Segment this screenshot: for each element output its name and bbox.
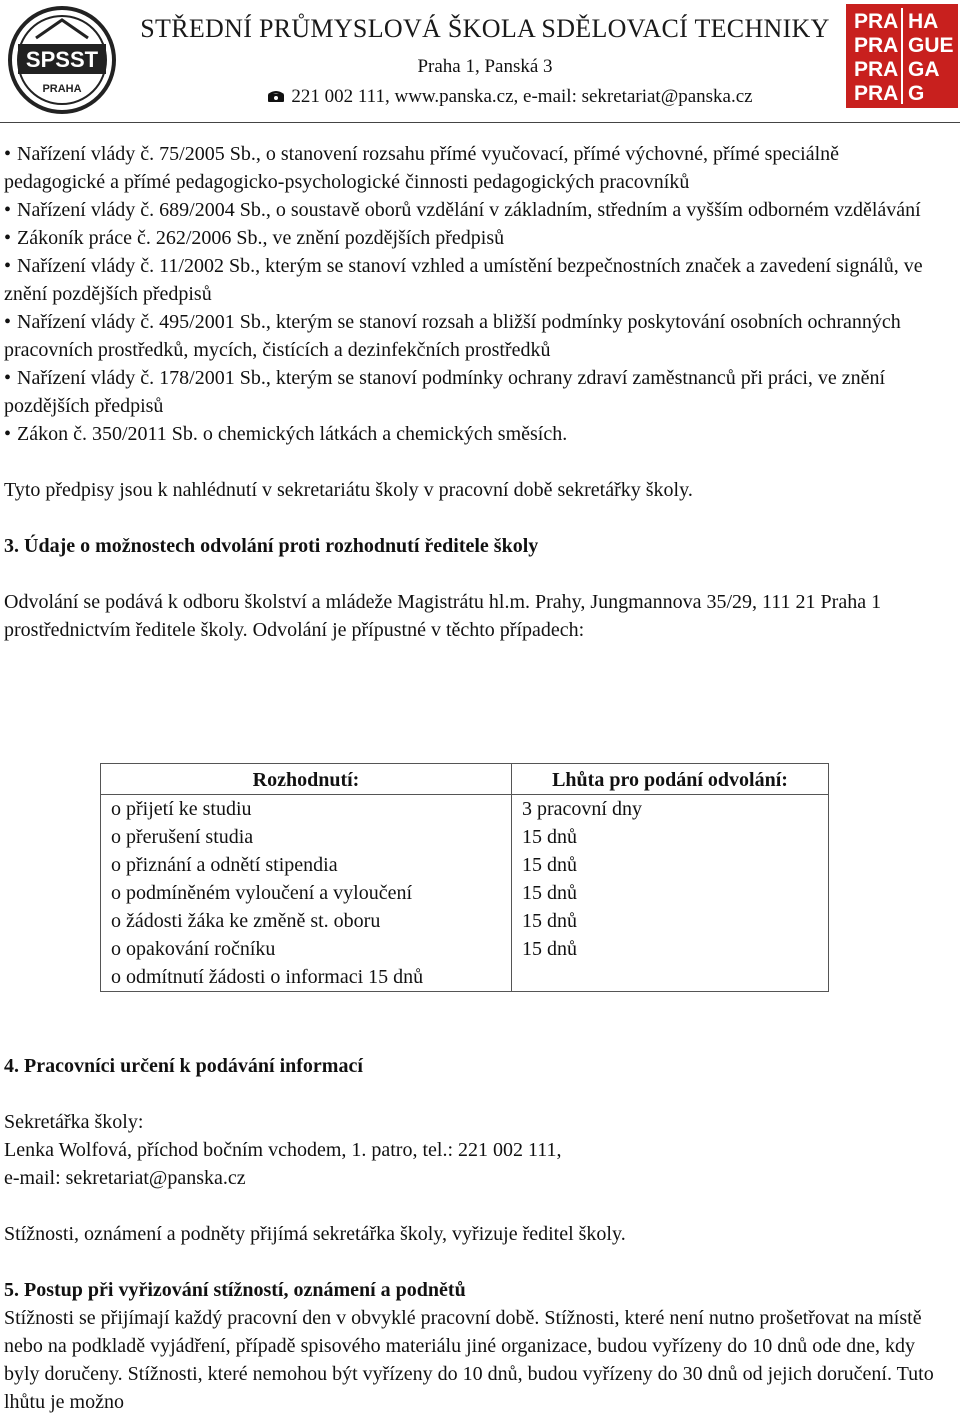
law-item bbox=[4, 140, 944, 196]
table-row bbox=[101, 963, 829, 992]
section-4-heading bbox=[4, 1052, 944, 1080]
table-header: Rozhodnutí: bbox=[101, 764, 512, 795]
section-3-heading bbox=[4, 532, 944, 560]
logo-subtext: PRAHA bbox=[42, 83, 82, 95]
complaints-info: Stížnosti, oznámení a podněty přijímá sekretářka školy, vyřizuje ředitel školy. bbox=[4, 1223, 626, 1245]
law-text: Zákon č. 350/2011 Sb. o chemických látkách a chemických směsích. bbox=[17, 423, 568, 445]
deadline-cell: 15 dnů bbox=[512, 879, 829, 907]
law-text: Nařízení vlády č. 178/2001 Sb., kterým se stanoví podmínky ochrany zdraví zaměstnanců při práci, ve znění pozdějších předpisů bbox=[4, 367, 886, 417]
section-title: Pracovníci určení k podávání informací bbox=[24, 1055, 363, 1077]
decision-cell: o opakování ročníku bbox=[101, 935, 512, 963]
document-body-lower bbox=[4, 1052, 944, 1416]
document-body bbox=[4, 140, 944, 644]
prague-logo-text: PRA bbox=[854, 10, 899, 33]
law-item bbox=[4, 308, 944, 364]
secretary-email: e-mail: sekretariat@panska.cz bbox=[4, 1167, 246, 1189]
section-title: Postup při vyřizování stížností, oznámení a podnětů bbox=[24, 1279, 466, 1301]
decision-cell: o přerušení studia bbox=[101, 823, 512, 851]
prague-logo-text: PRA bbox=[854, 34, 899, 57]
section-title: Údaje o možnostech odvolání proti rozhodnutí ředitele školy bbox=[24, 535, 539, 557]
law-text: Nařízení vlády č. 495/2001 Sb., kterým se stanoví rozsah a bližší podmínky poskytování osobních ochranných pracovních prostředků, mycích, čistících a dezinfekčních prostředků bbox=[4, 311, 901, 361]
header-divider bbox=[0, 122, 960, 123]
prague-logo-text: GUE bbox=[908, 34, 954, 57]
spsst-logo bbox=[6, 4, 118, 116]
logo-text: SPSST bbox=[25, 47, 99, 72]
appeals-table bbox=[100, 763, 829, 992]
law-text: Zákoník práce č. 262/2006 Sb., ve znění pozdějších předpisů bbox=[17, 227, 505, 249]
prague-logo-text: PRA bbox=[854, 58, 899, 81]
prague-logo-text: HA bbox=[908, 10, 939, 33]
appeal-text: Odvolání se podává k odboru školství a mládeže Magistrátu hl.m. Prahy, Jungmannova 35/29, 111 21 Praha 1 prostřednictvím ředitele školy. Odvolání je přípustné v těchto případech: bbox=[4, 591, 882, 641]
prague-logo-text: PRA bbox=[854, 82, 899, 105]
law-item bbox=[4, 196, 944, 224]
table-row bbox=[101, 907, 829, 935]
table-header-row bbox=[101, 764, 829, 795]
secretary-person: Lenka Wolfová, příchod bočním vchodem, 1. patro, tel.: 221 002 111, bbox=[4, 1139, 562, 1161]
deadline-cell: 15 dnů bbox=[512, 907, 829, 935]
secretary-role: Sekretářka školy: bbox=[4, 1111, 144, 1133]
bullet: • bbox=[4, 367, 12, 389]
table-row bbox=[101, 935, 829, 963]
decision-cell: o přijetí ke studiu bbox=[101, 795, 512, 824]
bullet: • bbox=[4, 143, 12, 165]
prague-logo-text: GA bbox=[908, 58, 940, 81]
deadline-cell bbox=[512, 963, 829, 992]
bullet: • bbox=[4, 311, 12, 333]
decision-cell: o přiznání a odnětí stipendia bbox=[101, 851, 512, 879]
law-item bbox=[4, 252, 944, 308]
section-5-heading bbox=[4, 1276, 944, 1304]
bullet: • bbox=[4, 227, 12, 249]
bullet: • bbox=[4, 255, 12, 277]
law-text: Nařízení vlády č. 11/2002 Sb., kterým se stanoví vzhled a umístění bezpečnostních značek a zavedení signálů, ve znění pozdějších předpisů bbox=[4, 255, 923, 305]
table-row bbox=[101, 823, 829, 851]
prague-logo-text: G bbox=[908, 82, 925, 105]
bullet: • bbox=[4, 199, 12, 221]
school-contact bbox=[190, 86, 830, 108]
decision-cell: o podmíněném vyloučení a vyloučení bbox=[101, 879, 512, 907]
deadline-cell: 3 pracovní dny bbox=[512, 795, 829, 824]
school-address: Praha 1, Panská 3 bbox=[417, 56, 553, 77]
decision-cell: o odmítnutí žádosti o informaci 15 dnů bbox=[101, 963, 512, 992]
law-text: Nařízení vlády č. 689/2004 Sb., o soustavě oborů vzdělání v základním, středním a vyšším odborném vzdělávání bbox=[17, 199, 921, 221]
prague-logo bbox=[846, 4, 958, 108]
table-row bbox=[101, 851, 829, 879]
law-item bbox=[4, 224, 944, 252]
section-number: 4. bbox=[4, 1055, 19, 1077]
law-item bbox=[4, 420, 944, 448]
deadline-cell: 15 dnů bbox=[512, 935, 829, 963]
contact-text: 221 002 111, www.panska.cz, e-mail: sekretariat@panska.cz bbox=[291, 86, 753, 107]
regulations-note: Tyto předpisy jsou k nahlédnutí v sekretariátu školy v pracovní době sekretářky školy. bbox=[4, 479, 693, 501]
decision-cell: o žádosti žáka ke změně st. oboru bbox=[101, 907, 512, 935]
bullet: • bbox=[4, 423, 12, 445]
section-number: 3. bbox=[4, 535, 19, 557]
table-header: Lhůta pro podání odvolání: bbox=[512, 764, 829, 795]
deadline-cell: 15 dnů bbox=[512, 823, 829, 851]
table-row bbox=[101, 879, 829, 907]
section-number: 5. bbox=[4, 1279, 19, 1301]
deadline-cell: 15 dnů bbox=[512, 851, 829, 879]
phone-icon bbox=[267, 89, 285, 103]
law-item bbox=[4, 364, 944, 420]
law-text: Nařízení vlády č. 75/2005 Sb., o stanovení rozsahu přímé vyučovací, přímé výchovné, přímé speciálně pedagogické a přímé pedagogicko-psychologické činnosti pedagogických pracovníků bbox=[4, 143, 839, 193]
letterhead bbox=[0, 0, 960, 124]
complaints-procedure: Stížnosti se přijímají každý pracovní den v obvyklé pracovní době. Stížnosti, které není nutno prošetřovat na místě nebo na podkladě vyjádření, případě spisového materiálu jiné organizace, budou vyřízeny do 10 dnů ode dne, kdy byly doručeny. Stížnosti, které nemohou být vyřízeny do 10 dnů, budou vyřízeny do 30 dnů od jejich doručení. Tuto lhůtu je možno bbox=[4, 1307, 934, 1413]
school-name: STŘEDNÍ PRŮMYSLOVÁ ŠKOLA SDĚLOVACÍ TECHNIKY bbox=[140, 14, 830, 43]
table-row bbox=[101, 795, 829, 824]
